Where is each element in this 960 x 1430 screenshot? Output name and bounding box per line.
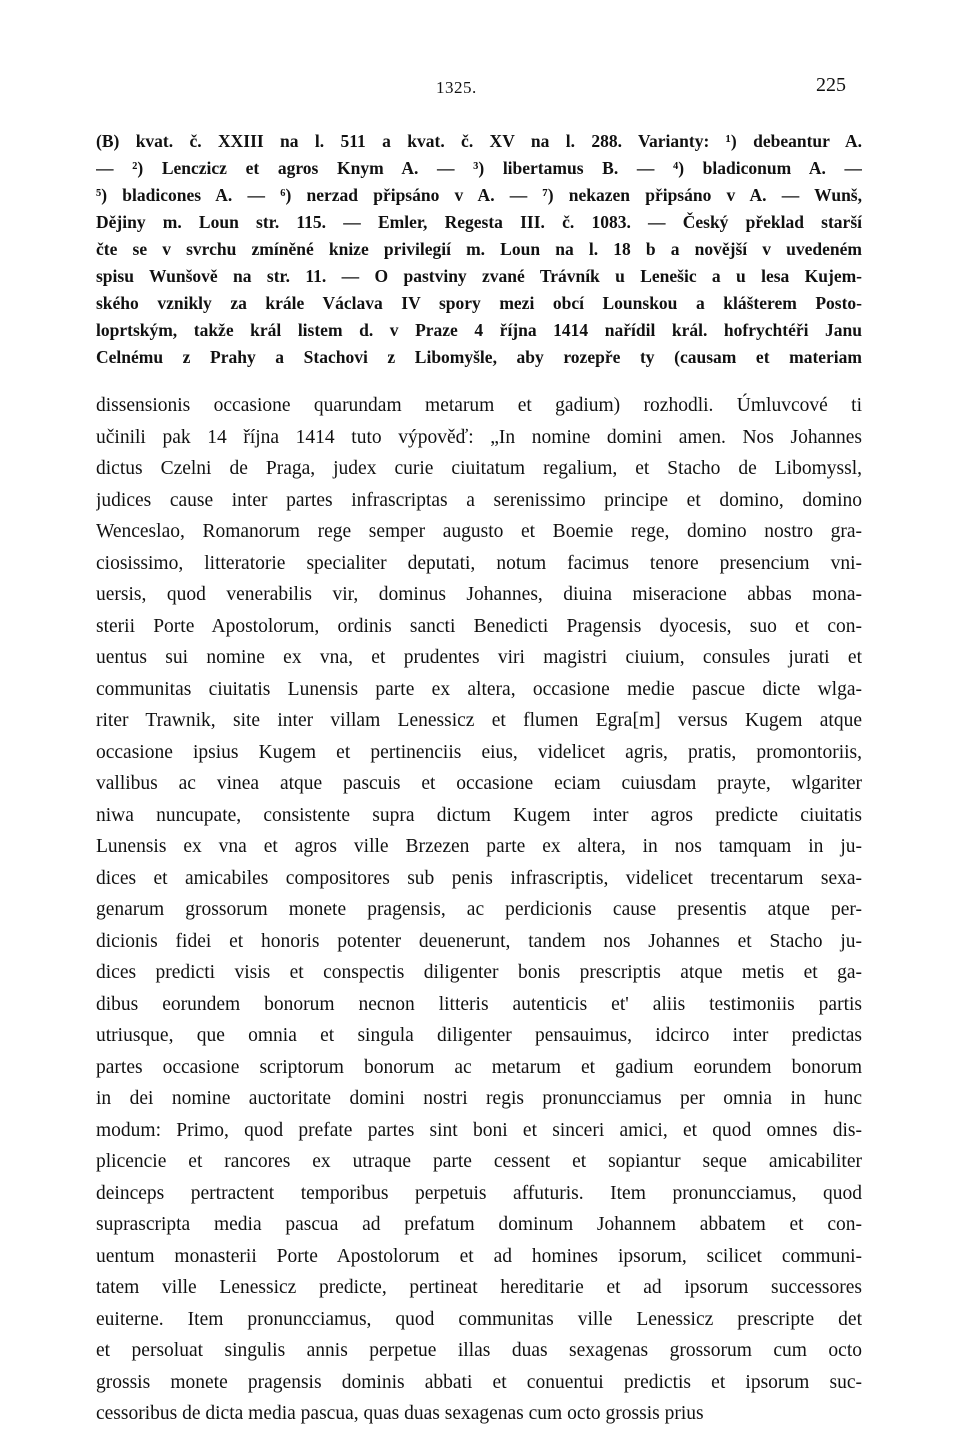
running-head-year: 1325. xyxy=(436,78,477,97)
text-line: dices et amicabiles compositores sub penis infrascriptis, videlicet trecentarum sexa- xyxy=(96,867,862,889)
text-line: occasione ipsius Kugem et pertinenciis eius, videlicet agris, pratis, promontoriis, xyxy=(96,741,862,763)
text-line: uentus sui nomine ex vna, et prudentes viri magistri ciuium, consules jurati et xyxy=(96,647,862,668)
text-line: tatem ville Lenessicz predicte, pertineat hereditarie et ad ipsorum successores xyxy=(96,1277,862,1298)
text-line: dibus eorundem bonorum necnon litteris autenticis et' aliis testimoniis partis xyxy=(96,993,862,1015)
text-line: Dějiny m. Loun str. 115. — Emler, Regesta III. č. 1083. — Český překlad starší xyxy=(96,212,862,232)
text-line: dicionis fidei et honoris potenter deuenerunt, tandem nos Johannes et Stacho ju- xyxy=(96,930,862,952)
text-line: dices predicti visis et conspectis diligenter bonis prescriptis atque metis et ga- xyxy=(96,962,862,983)
text-line: dictus Czelni de Praga, judex curie ciuitatum regalium, et Stacho de Libomyssl, xyxy=(96,458,862,479)
text-line: Lunensis ex vna et agros ville Brzezen parte ex altera, in nos tamquam in ju- xyxy=(96,836,862,857)
text-line: riter Trawnik, site inter villam Lenessicz et flumen Egra[m] versus Kugem atque xyxy=(96,710,862,731)
text-line: judices cause inter partes infrascriptas a serenissimo principe et domino, domino xyxy=(96,489,862,511)
text-line: Celnému z Prahy a Stachovi z Libomyšle, aby rozepře ty (causam et materiam xyxy=(96,347,862,367)
text-line: grossis monete pragensis dominis abbati et conuentui predictis et ipsorum suc- xyxy=(96,1371,862,1393)
text-line: učinili pak 14 října 1414 tuto výpověď: „In nomine domini amen. Nos Johannes xyxy=(96,426,862,448)
text-line: modum: Primo, quod prefate partes sint boni et sinceri amici, et quod omnes dis- xyxy=(96,1119,862,1141)
text-line: — ²) Lenczicz et agros Knym A. — ³) libertamus B. — ⁴) bladiconum A. — xyxy=(96,158,862,178)
text-line: deinceps pertractent temporibus perpetuis affuturis. Item pronuncciamus, quod xyxy=(96,1182,862,1204)
text-line: plicencie et rancores ex utraque parte cessent et sopiantur seque amicabiliter xyxy=(96,1151,862,1172)
text-line: uersis, quod venerabilis vir, dominus Johannes, diuina miseracione abbas mona- xyxy=(96,584,862,605)
text-line: loprtským, takže král listem d. v Praze 4 října 1414 nařídil král. hofrychtéři Janu xyxy=(96,320,862,340)
text-line: et persoluat singulis annis perpetue illas duas sexagenas grossorum cum octo xyxy=(96,1340,862,1361)
notes-block xyxy=(96,128,862,371)
text-line: partes occasione scriptorum bonorum ac metarum et gadium eorundem bonorum xyxy=(96,1056,862,1078)
text-line: suprascripta media pascua ad prefatum dominum Johannem abbatem et con- xyxy=(96,1214,862,1235)
text-line: ⁵) bladicones A. — ⁶) nerzad připsáno v A. — ⁷) nekazen připsáno v A. — Wunš, xyxy=(96,185,862,205)
text-line: communitas ciuitatis Lunensis parte ex altera, occasione medie pascue dicte wlga- xyxy=(96,678,862,700)
text-line: genarum grossorum monete pragensis, ac perdicionis cause presentis atque per- xyxy=(96,899,862,920)
text-line: ského vznikly za krále Václava IV spory mezi obcí Lounskou a klášterem Posto- xyxy=(96,293,862,313)
text-line: sterii Porte Apostolorum, ordinis sancti Benedicti Pragensis dyocesis, suo et con- xyxy=(96,615,862,637)
text-line: uentum monasterii Porte Apostolorum et ad homines ipsorum, scilicet communi- xyxy=(96,1245,862,1267)
text-line: niwa nuncupate, consistente supra dictum Kugem inter agros predicte ciuitatis xyxy=(96,804,862,826)
text-line: euiterne. Item pronuncciamus, quod communitas ville Lenessicz prescripte det xyxy=(96,1308,862,1330)
text-line: čte se v svrchu zmíněné knize privilegií m. Loun na l. 18 b a novější v uvedeném xyxy=(96,239,862,259)
text-line: ciosissimo, litteratorie specialiter deputati, notum facimus tenore presencium vni- xyxy=(96,552,862,574)
text-line: Wenceslao, Romanorum rege semper augusto et Boemie rege, domino nostro gra- xyxy=(96,521,862,542)
text-line: cessoribus de dicta media pascua, quas duas sexagenas cum octo grossis prius xyxy=(96,1403,704,1424)
page-number: 225 xyxy=(816,74,846,96)
text-line: in dei nomine auctoritate domini nostri regis pronuncciamus per omnia in hunc xyxy=(96,1088,862,1109)
text-line: utriusque, que omnia et singula diligenter pensauimus, idcirco inter predictas xyxy=(96,1025,862,1046)
body-text-block xyxy=(96,390,862,1430)
text-line: spisu Wunšově na str. 11. — O pastviny zvané Trávník u Lenešic a u lesa Kujem- xyxy=(96,266,862,286)
text-line: (B) kvat. č. XXIII na l. 511 a kvat. č. XV na l. 288. Varianty: ¹) debeantur A. xyxy=(96,131,862,151)
text-line: vallibus ac vinea atque pascuis et occasione eciam cuiusdam prayte, wlgariter xyxy=(96,773,862,794)
text-line: dissensionis occasione quarundam metarum et gadium) rozhodli. Úmluvcové ti xyxy=(96,395,862,416)
